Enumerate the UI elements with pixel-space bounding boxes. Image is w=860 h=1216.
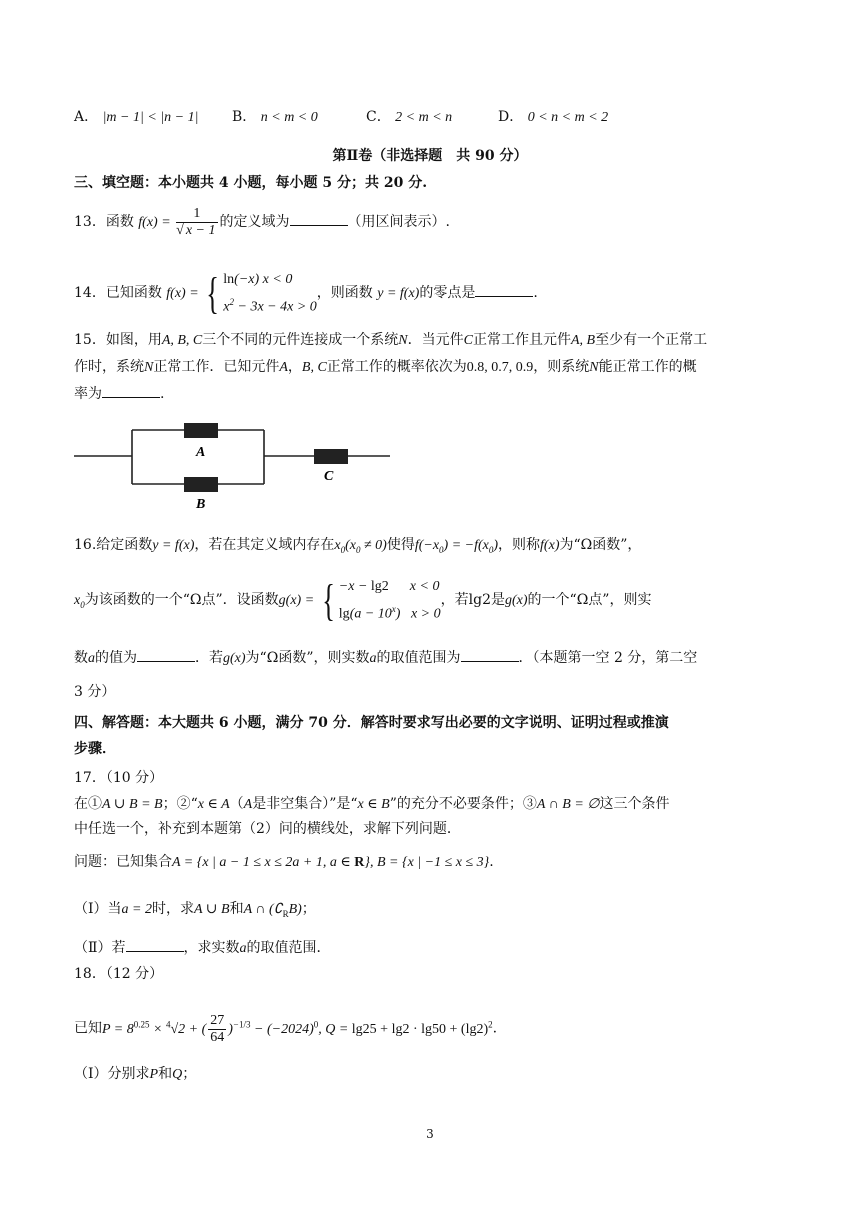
option-c-expr: 2 < m < n — [395, 110, 453, 125]
label-b: B — [196, 497, 206, 512]
q12-options — [74, 106, 198, 126]
q13-function: f(x) = $\frac{1}{√ x - 1}$ — [138, 206, 216, 239]
component-b — [184, 477, 218, 492]
q18-header: 18．（12 分） — [74, 966, 164, 982]
answer-blank — [137, 647, 195, 662]
q17-line1: 在①A ∪ B = B；②“x ∈ A（A是非空集合）”是“x ∈ B”的充分不必要条件；③A ∩ B = ∅这三个条件 — [74, 796, 670, 812]
question-16-line4: 3 分） — [74, 684, 116, 700]
question-15: 15．如图，用A, B, C三个不同的元件连接成一个系统N．当元件C正常工作且元件A, B至少有一个正常工 作时，系统N正常工作．已知元件A，B, C正常工作的概率依次为0.8, 0.7, 0.9，则系统N能正常工作的概 率为 . — [74, 332, 708, 402]
answer-blank — [461, 647, 519, 662]
option-a-label: A． — [74, 109, 99, 125]
question-13: 13．函数 f(x) = $\frac{1}{√ x - 1}$ 的定义域为 （用区间表示）. — [74, 206, 450, 239]
option-b — [232, 106, 318, 126]
component-a — [184, 423, 218, 438]
section2-heading: 第Ⅱ卷（非选择题 共 90 分） — [332, 148, 528, 164]
label-a: A — [196, 445, 206, 460]
q18-expression: 已知$P = 8^{0.25} \times ^4√2$ + ( $\frac{27}{64}$ )$^{-1/3} - (-2024)^0$, $Q = \lg 25 + \lg 2 \cdot \lg 50 + (\lg 2)^2$. — [74, 1012, 498, 1045]
label-c: C — [324, 469, 334, 484]
answer-blank — [290, 211, 348, 226]
section4-heading: 四、解答题：本大题共 6 小题，满分 70 分．解答时要求写出必要的文字说明、证明过程或推演 — [74, 715, 669, 731]
option-b-label: B． — [232, 109, 257, 125]
q18-part1: （Ⅰ）分别求P和Q； — [74, 1066, 197, 1082]
section3-heading: 三、填空题：本小题共 4 小题，每小题 5 分；共 20 分. — [74, 175, 428, 191]
page-number: 3 — [426, 1127, 434, 1141]
q17-part2: （Ⅱ）若 ，求实数a的取值范围． — [74, 937, 331, 957]
answer-blank — [475, 282, 533, 297]
option-d — [498, 106, 608, 126]
question-16-line1: 16.给定函数y = f(x)，若在其定义域内存在$x_0(x_0 \ne 0)$使得$f(-x_0) = -f(x_0)$，则称f(x)为“Ω函数”， — [74, 537, 642, 555]
q14-piecewise: f(x) = { ln(−x) x < 0 $x^2 - 3x - 4x > 0$ — [166, 268, 317, 318]
section4-heading-cont: 步骤． — [74, 741, 116, 757]
answer-blank — [102, 383, 160, 398]
option-c — [366, 106, 452, 126]
question-16-line3: 数a的值为 ．若g(x)为“Ω函数”，则实数a的取值范围为 ．（本题第一空 2 分，第二空 — [74, 645, 697, 672]
option-a-expr: |m − 1| < |n − 1| — [102, 110, 199, 125]
component-c — [314, 449, 348, 464]
option-d-label: D． — [498, 109, 524, 125]
option-c-label: C． — [366, 109, 391, 125]
question-16-line2: $x_0$为该函数的一个“Ω点”．设函数g(x) = { −x − lg2 x < 0 $\lg(a - 10^x)$ x > 0 ，若lg2是g(x)的一个“Ω点”，则实 — [74, 575, 652, 625]
q17-line3: 问题：已知集合A = {x | a − 1 ≤ x ≤ 2a + 1, a ∈ R}, B = {x | −1 ≤ x ≤ 3}. — [74, 854, 494, 870]
circuit-diagram — [74, 418, 394, 514]
option-d-expr: 0 < n < m < 2 — [527, 110, 609, 125]
q17-part1: （Ⅰ）当a = 2时，求A ∪ B和A ∩ $(∁_RB)$； — [74, 901, 316, 919]
q17-header: 17．（10 分） — [74, 770, 164, 786]
question-14: 14．已知函数 f(x) = { ln(−x) x < 0 $x^2 - 3x - 4x > 0$ ，则函数 y = f(x)的零点是 . — [74, 268, 538, 318]
answer-blank — [126, 937, 184, 952]
option-b-expr: n < m < 0 — [260, 110, 318, 125]
q17-line2: 中任选一个，补充到本题第（2）问的横线处，求解下列问题． — [74, 821, 461, 837]
